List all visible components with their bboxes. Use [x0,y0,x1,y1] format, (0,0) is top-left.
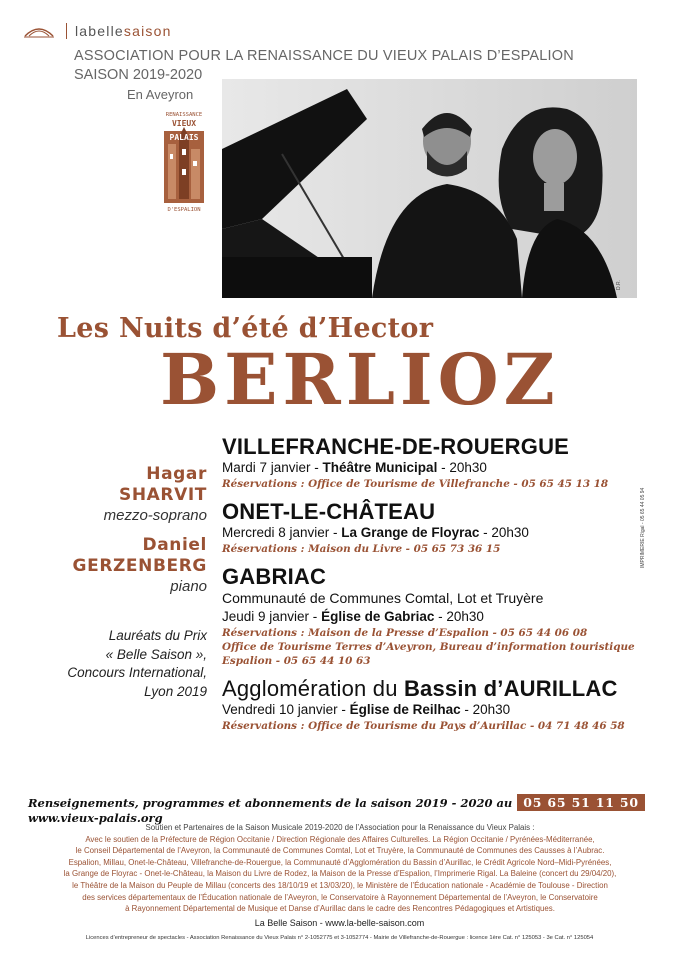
artist-last-name: SHARVIT [119,485,207,505]
concert-aurillac [222,676,642,733]
brand-logo [24,22,172,40]
info-line [28,794,679,825]
concert-villefranche [222,434,642,491]
concert-reservation: Réservations : Office de Tourisme du Pays d’Aurillac - 04 71 48 46 58 [222,720,625,732]
concert-reservation: Réservations : Office de Tourisme de Villefranche - 05 65 45 13 18 [222,478,609,490]
artists-list [7,464,207,606]
concert-city: GABRIAC [222,564,327,589]
belle-saison-logo-icon [24,24,54,38]
concert-city: VILLEFRANCHE-DE-ROUERGUE [222,434,570,459]
website-link[interactable]: www.vieux-palais.org [28,811,163,825]
sponsor-line: la Grange de Floyrac - Onet-le-Château, la Maison du Livre de Rodez, la Maison de la Presse d’Espalion, l’Imprimerie Rigal. La Baleine (concert du 29/04/20), [63,869,617,879]
piano-duo-photo [222,79,637,298]
concert-reservation: Réservations : Maison de la Presse d’Espalion - 05 65 44 06 08 [222,627,588,639]
sponsor-line: Espalion, Millau, Onet-le-Château, Villefranche-de-Rouergue, la Communauté d’Agglomération du Bassin d’Aurillac, le Crédit Agricole Nord–Midi-Pyrénées, [68,857,612,867]
sponsor-line: le Conseil Départemental de l’Aveyron, la Communauté de Communes Comtal, Lot et Truyère, la Communauté de Communes des Causses à l’Aubrac. [75,846,605,856]
sponsors-lead: Soutien et Partenaires de la Saison Musicale 2019-2020 de l’Association pour la Renaissance du Vieux Palais : [145,823,535,832]
concert-reservation: Office de Tourisme Terres d’Aveyron, Bureau d’information touristique [222,641,635,653]
concert-title: BERLIOZ [160,338,560,421]
concert-date: Mercredi 8 janvier - La Grange de Floyrac - 20h30 [222,525,529,540]
sponsor-line: à Rayonnement Départemental de Musique et Danse d’Aurillac dans le cadre des Rencontres Pédagogiques et Artistiques. [125,904,555,914]
emblem-text-2: VIEUX [171,119,197,128]
belle-saison-site[interactable]: La Belle Saison - www.la-belle-saison.com [254,918,425,928]
emblem-text-4: D'ESPALION [167,207,201,213]
artists-photo [222,79,637,298]
vieux-palais-emblem [161,109,207,217]
concert-list [222,434,642,741]
concert-gabriac [222,564,642,668]
association-name: ASSOCIATION POUR LA RENAISSANCE DU VIEUX PALAIS D’ESPALION [74,48,574,64]
licences-line: Licences d’entrepreneur de spectacles - Association Renaissance du Vieux Palais n° 2-1052775 et 3-1052774 - Mairie de Villefranche-de-Rouergue : licence 1ère Cat. n° 125053 - 3e Cat. n° 125054 [85,935,594,941]
concert-date: Vendredi 10 janvier - Église de Reilhac - 20h30 [222,702,511,717]
concert-reservation: Réservations : Maison du Livre - 05 65 73 36 15 [222,543,501,555]
sponsor-line: des services départementaux de l’Éducation nationale de l’Aveyron, le Conservatoire à Rayonnement Départemental de l’Aveyron, le Conservatoire [82,892,598,902]
logo-text: labellesaison [75,23,172,39]
logo-divider [66,23,67,39]
info-text: Renseignements, programmes et abonnements de la saison 2019 - 2020 au [28,796,513,810]
emblem-text-1: RENAISSANCE [165,112,203,118]
concert-city: Agglomération du Bassin d’AURILLAC [222,676,618,701]
artist-role: piano [170,578,207,595]
concert-community: Communauté de Communes Comtal, Lot et Truyère [222,590,544,606]
prize-line: Lyon 2019 [144,683,207,699]
prize-line: « Belle Saison », [105,646,207,662]
prize-line: Concours International, [67,665,207,680]
region-label: En Aveyron [127,87,194,102]
photo-credit: D.R. [616,280,622,290]
concert-onet [222,499,642,556]
sponsors-block [14,822,666,915]
sponsor-line: le Théâtre de la Maison du Peuple de Millau (concerts des 18/10/19 et 13/03/20), le Ministère de l’Éducation nationale - Académie de Toulouse - Direction [72,880,608,890]
sponsor-line: Avec le soutien de la Préfecture de Région Occitanie / Direction Régionale des Affaires Culturelles. La Région Occitanie / Pyrénées-Méditerranée, [85,834,595,844]
concert-date: Jeudi 9 janvier - Église de Gabriac - 20h30 [222,609,484,624]
printer-credit: IMPRIMERIE Rigal - 05 65 44 05 94 [640,487,646,568]
artist-role: mezzo-soprano [103,507,207,524]
concert-city: ONET-LE-CHÂTEAU [222,499,436,524]
concert-subtitle: Les Nuits d’été d’Hector [57,313,434,344]
season-label: SAISON 2019-2020 [74,67,203,83]
artist-last-name: GERZENBERG [72,556,207,576]
concert-reservation: Espalion - 05 65 44 10 63 [222,655,371,667]
artist-first-name: Hagar [146,464,207,484]
prize-line: Lauréats du Prix [108,628,207,643]
emblem-text-3: PALAIS [169,133,199,142]
artist-first-name: Daniel [142,535,207,555]
phone-number: 05 65 51 11 50 [517,794,645,811]
prize-note [17,627,207,701]
concert-date: Mardi 7 janvier - Théâtre Municipal - 20h30 [222,460,487,475]
